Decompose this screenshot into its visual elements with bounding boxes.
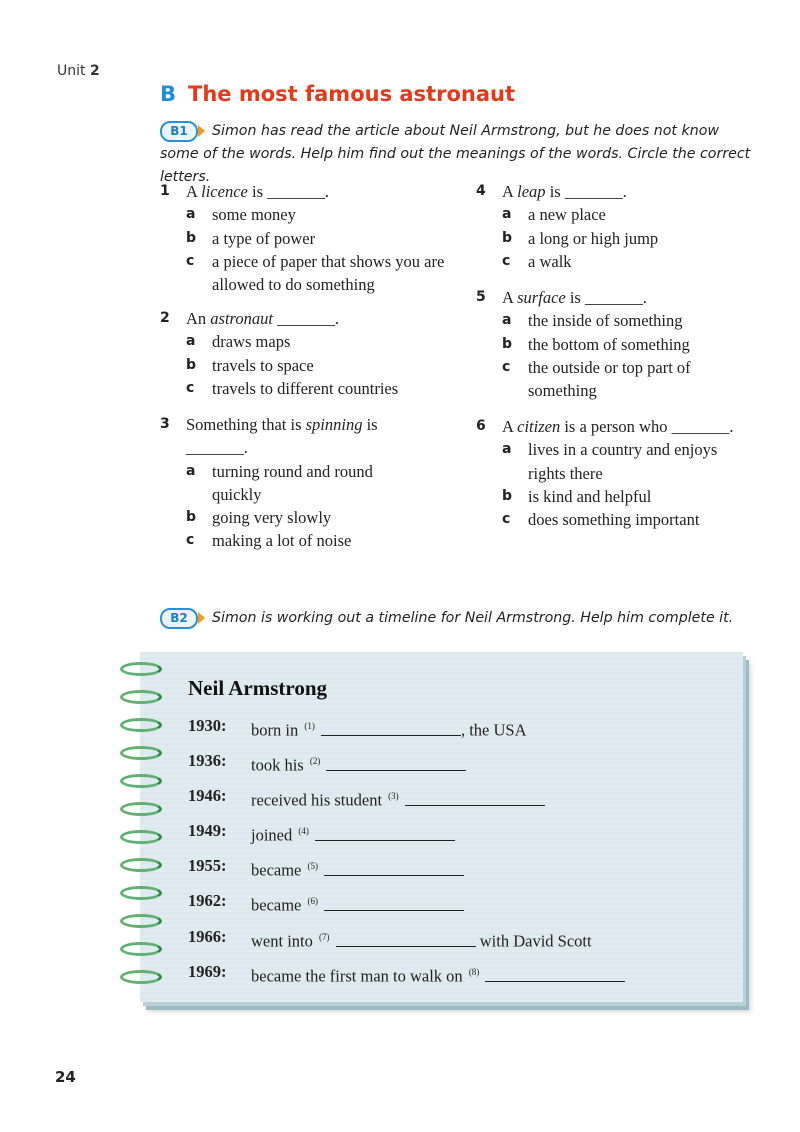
question-stem: A surface is _______. xyxy=(502,288,647,307)
question-number: 5 xyxy=(476,289,486,305)
unit-word: Unit xyxy=(57,63,86,79)
spiral-ring-icon xyxy=(120,662,162,676)
answer-blank-6[interactable] xyxy=(324,896,464,911)
question-4 xyxy=(476,180,776,273)
spiral-ring-icon xyxy=(120,830,162,844)
spiral-ring-icon xyxy=(120,690,162,704)
option-c[interactable]: c travels to different countries xyxy=(186,378,399,398)
question-stem: A leap is _______. xyxy=(502,182,627,201)
question-stem: A citizen is a person who _______. xyxy=(502,417,734,436)
question-3 xyxy=(160,413,450,553)
spiral-ring-icon xyxy=(120,718,162,732)
spiral-ring-icon xyxy=(120,802,162,816)
question-term: leap xyxy=(517,182,546,201)
question-stem: A licence is _______. xyxy=(186,182,329,201)
spiral-ring-icon xyxy=(120,746,162,760)
option-a[interactable]: a lives in a country and enjoys rights there xyxy=(502,440,718,483)
b2-instruction-text: Simon is working out a timeline for Neil Armstrong. Help him complete it. xyxy=(212,610,734,626)
option-a[interactable]: a turning round and round quickly xyxy=(186,461,373,504)
option-a[interactable]: a a new place xyxy=(502,205,606,225)
option-b[interactable]: b the bottom of something xyxy=(502,334,690,354)
question-1 xyxy=(160,180,470,296)
option-b[interactable]: b going very slowly xyxy=(186,508,332,528)
question-stem: An astronaut _______. xyxy=(186,309,339,328)
section-letter: B xyxy=(160,82,177,106)
question-term: astronaut xyxy=(210,309,273,328)
question-number: 4 xyxy=(476,183,486,199)
question-number: 1 xyxy=(160,183,170,199)
option-a[interactable]: a the inside of something xyxy=(502,311,683,331)
question-term: surface xyxy=(517,288,566,307)
option-b[interactable]: b a long or high jump xyxy=(502,228,659,248)
unit-label xyxy=(57,63,100,79)
b2-instruction xyxy=(160,607,780,630)
spiral-ring-icon xyxy=(120,858,162,872)
section-title xyxy=(160,82,515,106)
unit-number: 2 xyxy=(89,63,100,79)
option-c[interactable]: c a piece of paper that shows you are allowed to do something xyxy=(186,251,445,295)
option-c[interactable]: c the outside or top part of something xyxy=(502,357,691,401)
question-term: citizen xyxy=(517,417,561,436)
question-6 xyxy=(476,415,776,531)
spiral-ring-icon xyxy=(120,970,162,984)
answer-blank-4[interactable] xyxy=(315,826,455,841)
answer-blank-7[interactable] xyxy=(336,932,476,947)
question-number: 2 xyxy=(160,310,170,326)
option-b[interactable]: b is kind and helpful xyxy=(502,486,652,506)
b1-instruction xyxy=(160,120,760,189)
answer-blank-3[interactable] xyxy=(405,791,545,806)
option-c[interactable]: c a walk xyxy=(502,251,572,271)
option-b[interactable]: b travels to space xyxy=(186,355,314,375)
notebook-spiral-binding xyxy=(120,660,168,1000)
option-c[interactable]: c does something important xyxy=(502,510,700,530)
spiral-ring-icon xyxy=(120,942,162,956)
b1-instruction-text: Simon has read the article about Neil Armstrong, but he does not know some of the words. Help him find out the meanings of the words. Circle the correct letters. xyxy=(160,123,751,185)
spiral-ring-icon xyxy=(120,774,162,788)
page-number: 24 xyxy=(55,1068,76,1086)
answer-blank-5[interactable] xyxy=(324,861,464,876)
question-term: spinning xyxy=(305,415,363,434)
spiral-ring-icon xyxy=(120,914,162,928)
option-c[interactable]: c making a lot of noise xyxy=(186,531,352,551)
question-2 xyxy=(160,307,470,400)
question-number: 3 xyxy=(160,416,170,432)
answer-blank-2[interactable] xyxy=(326,756,466,771)
answer-blank-1[interactable] xyxy=(321,721,461,736)
b1-badge: B1 xyxy=(160,121,198,142)
timeline-title: Neil Armstrong xyxy=(188,676,328,700)
spiral-ring-icon xyxy=(120,886,162,900)
option-b[interactable]: b a type of power xyxy=(186,228,316,248)
section-title-text: The most famous astronaut xyxy=(188,82,515,106)
b2-badge: B2 xyxy=(160,608,198,629)
question-stem: Something that is spinning is _______. xyxy=(186,415,378,458)
question-term: licence xyxy=(201,182,248,201)
option-a[interactable]: a some money xyxy=(186,205,296,225)
question-5 xyxy=(476,286,776,402)
option-a[interactable]: a draws maps xyxy=(186,332,291,352)
answer-blank-8[interactable] xyxy=(485,967,625,982)
question-number: 6 xyxy=(476,418,486,434)
